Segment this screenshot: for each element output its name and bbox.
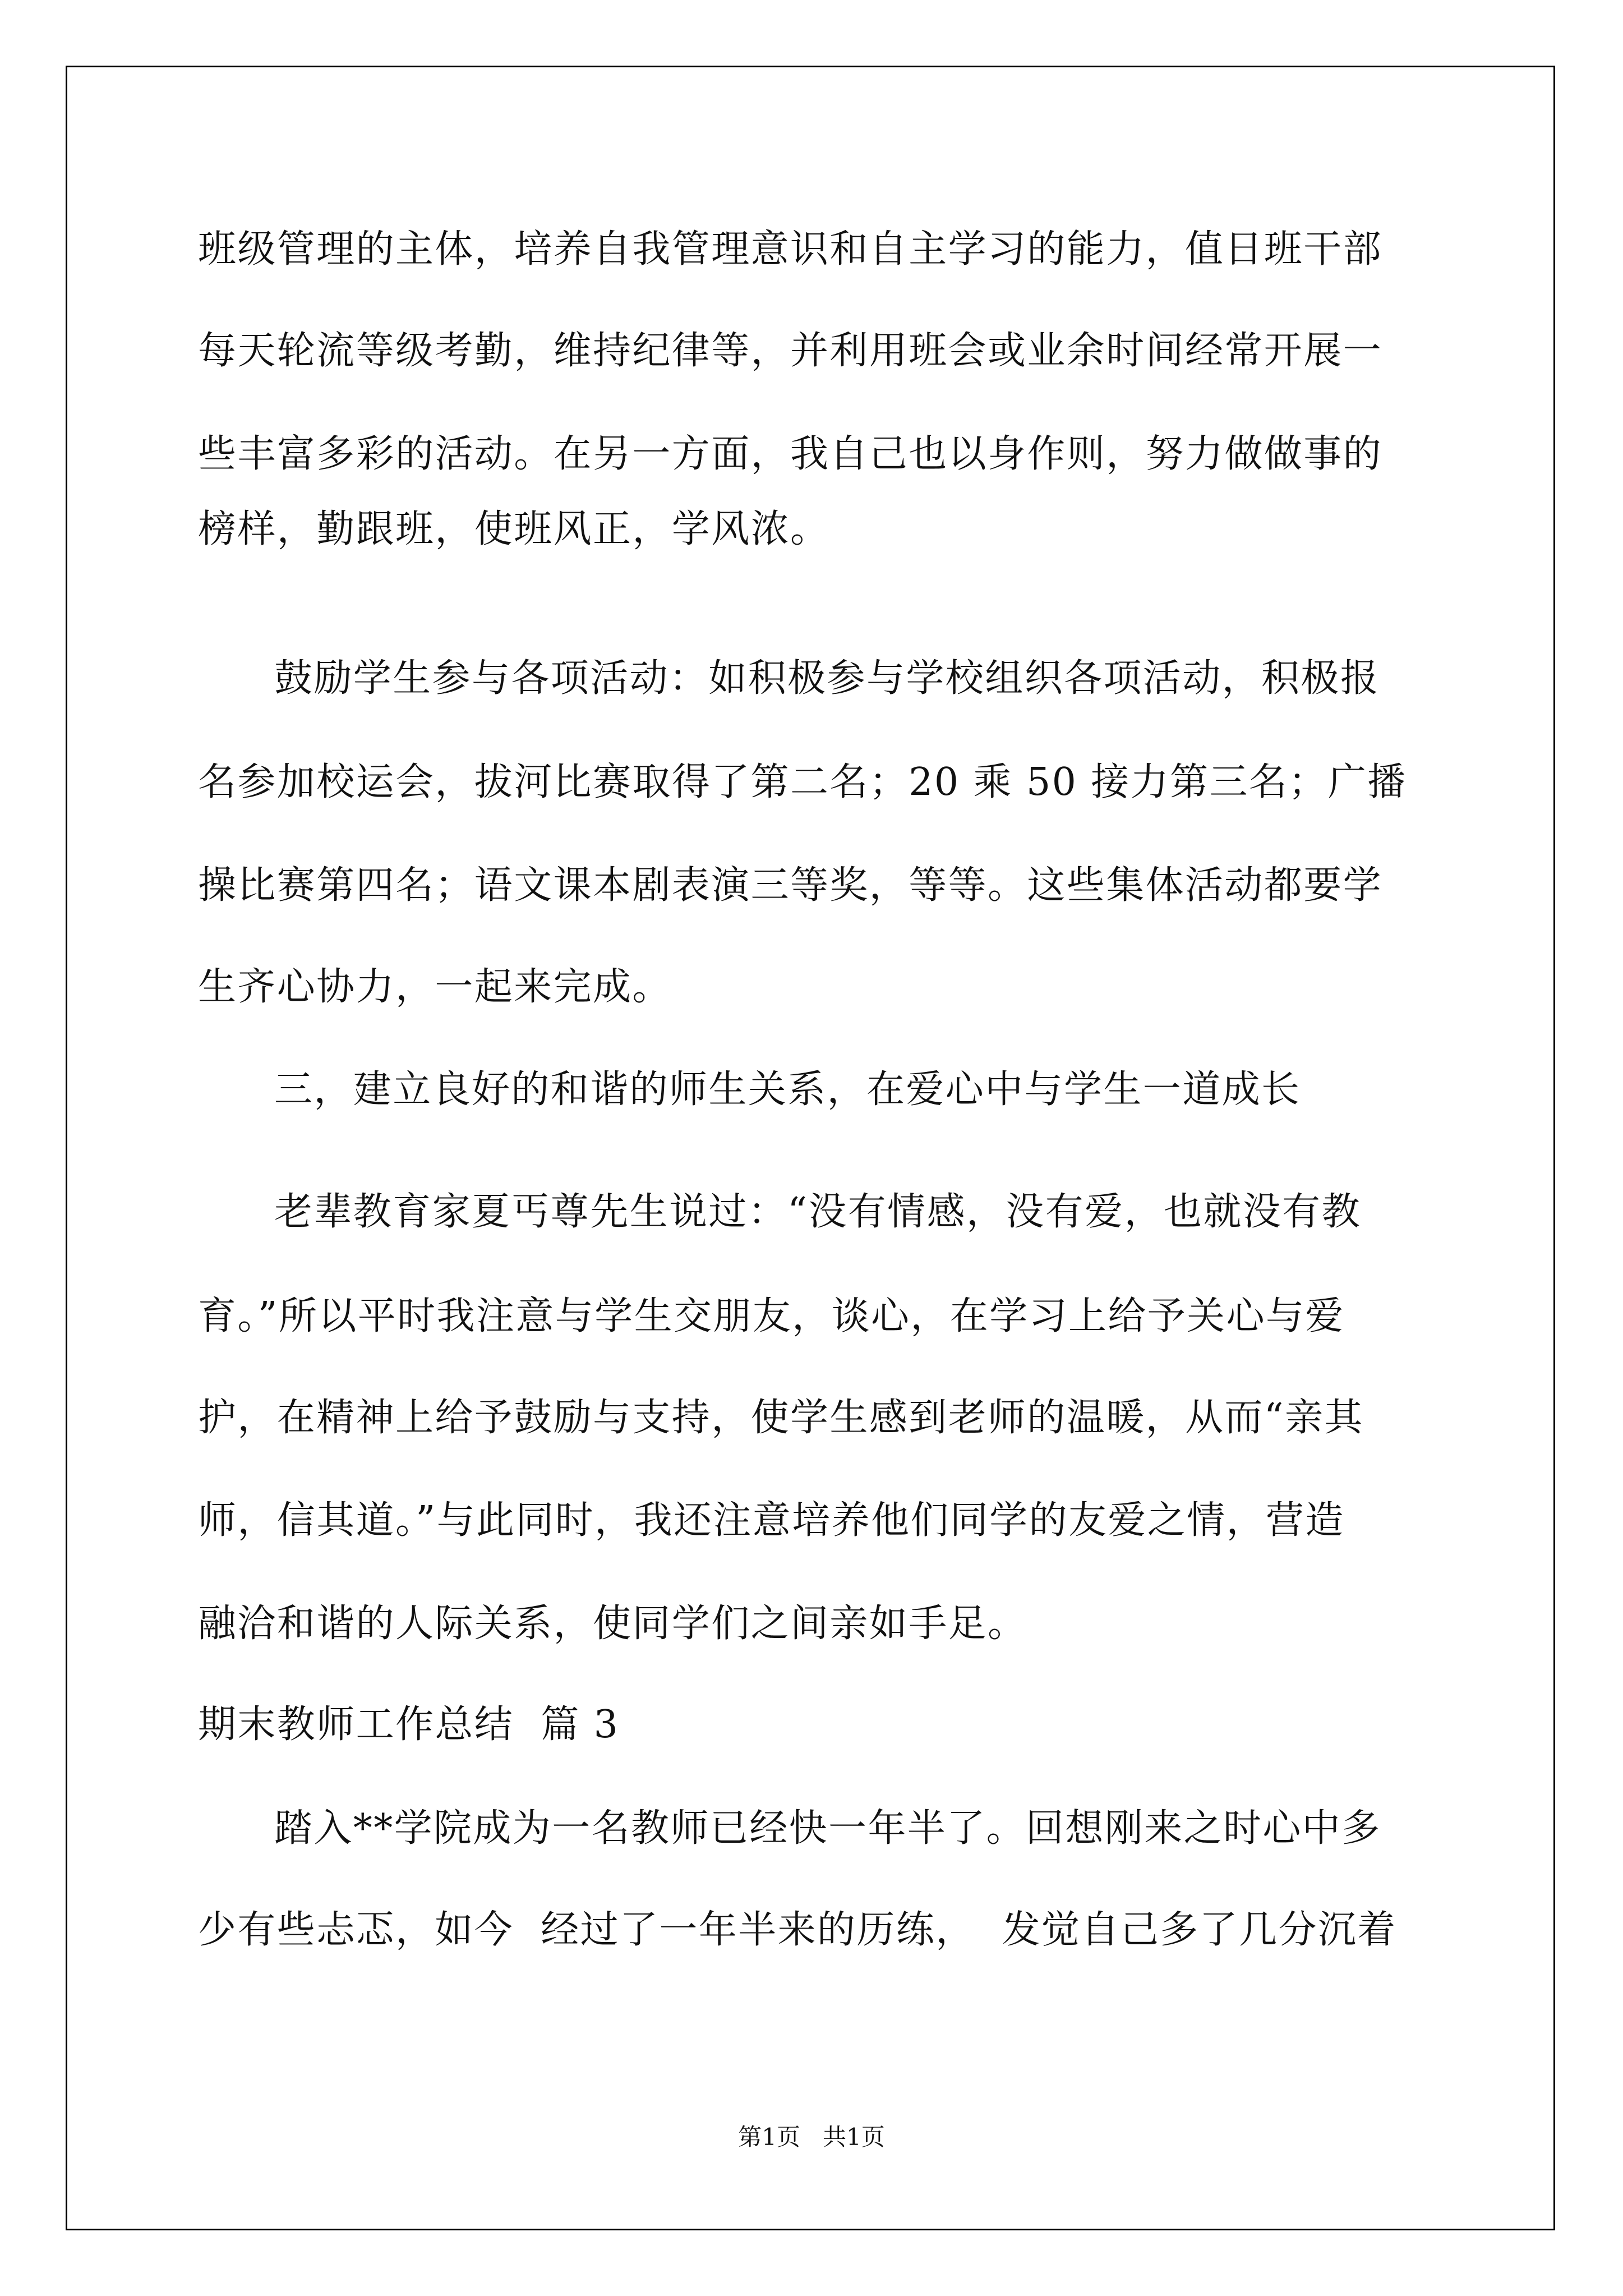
paragraph-first-line: 老辈教育家夏丐尊先生说过：“没有情感，没有爱，也就没有教 <box>274 1190 1361 1234</box>
section-heading: 三，建立良好的和谐的师生关系，在爱心中与学生一道成长 <box>274 1068 1301 1112</box>
body-line: 师，信其道。”与此同时，我还注意培养他们同学的友爱之情，营造 <box>198 1498 1345 1543</box>
body-line: 班级管理的主体，培养自我管理意识和自主学习的能力，值日班干部 <box>198 227 1383 272</box>
body-line: 些丰富多彩的活动。在另一方面，我自己也以身作则，努力做做事的 <box>198 432 1383 476</box>
body-line: 融洽和谐的人际关系，使同学们之间亲如手足。 <box>198 1602 1027 1646</box>
page-footer: 第1页 共1页 <box>738 2123 885 2151</box>
body-line: 育。”所以平时我注意与学生交朋友，谈心，在学习上给予关心与爱 <box>198 1294 1345 1338</box>
body-line: 少有些忐忑，如今 经过了一年半来的历练， 发觉自己多了几分沉着 <box>198 1908 1397 1952</box>
body-line: 每天轮流等级考勤，维持纪律等，并利用班会或业余时间经常开展一 <box>198 329 1383 373</box>
body-line: 榜样，勤跟班，使班风正，学风浓。 <box>198 507 830 551</box>
body-line: 名参加校运会，拔河比赛取得了第二名；20 乘 50 接力第三名；广播 <box>198 760 1407 804</box>
body-line: 护，在精神上给予鼓励与支持，使学生感到老师的温暖，从而“亲其 <box>198 1396 1364 1440</box>
body-line: 生齐心协力，一起来完成。 <box>198 965 672 1009</box>
paragraph-first-line: 踏入**学院成为一名教师已经快一年半了。回想刚来之时心中多 <box>274 1806 1381 1851</box>
body-line: 操比赛第四名；语文课本剧表演三等奖，等等。这些集体活动都要学 <box>198 863 1383 908</box>
article-title: 期末教师工作总结 篇 3 <box>198 1703 620 1747</box>
paragraph-first-line: 鼓励学生参与各项活动：如积极参与学校组织各项活动，积极报 <box>274 656 1380 701</box>
